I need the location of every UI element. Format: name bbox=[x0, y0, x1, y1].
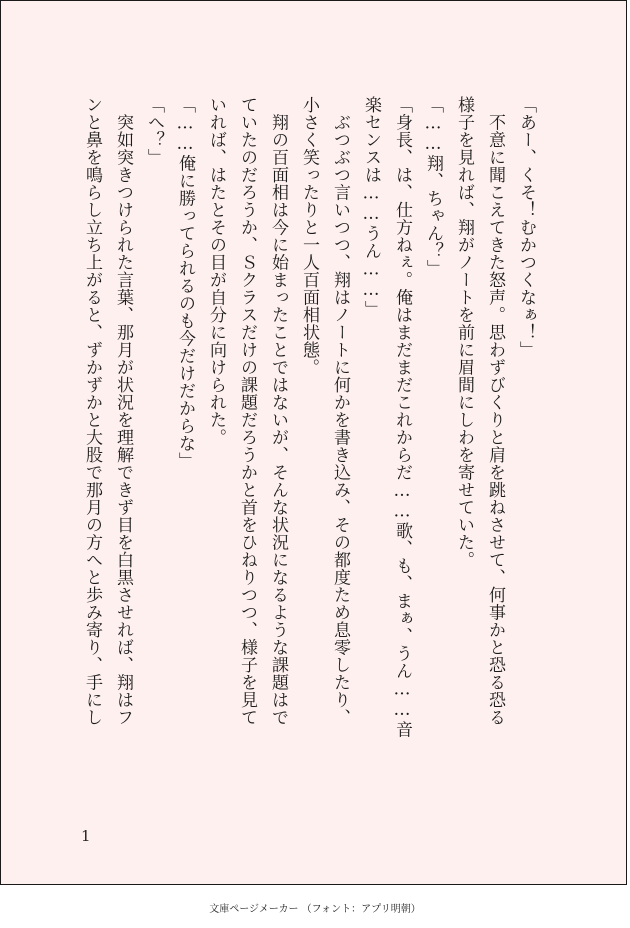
text-line: 楽センスは……うん……」 bbox=[361, 96, 381, 318]
text-line: いれば、はたとその目が自分に向けられた。 bbox=[206, 96, 226, 446]
text-line: 「へ？」 bbox=[144, 96, 164, 166]
text-line: 「身長、は、仕方ねぇ。俺はまだまだこれからだ……歌、も、まぁ、うん……音 bbox=[392, 96, 412, 738]
footer-credit: 文庫ページメーカー （フォント：アプリ明朝） bbox=[209, 904, 421, 915]
text-line: 翔の百面相は今に始まったことではないが、そんな状況になるような課題はで bbox=[268, 96, 288, 726]
text-line: 突如突きつけられた言葉、那月が状況を理解できず目を白黒させれば、翔はフ bbox=[113, 96, 133, 726]
body-text bbox=[81, 96, 541, 776]
text-line: ていたのだろうか、Ｓクラスだけの課題だろうかと首をひねりつつ、様子を見て bbox=[237, 96, 257, 726]
text-line: 「……俺に勝ってられるのも今だけだからな」 bbox=[175, 96, 195, 470]
text-line: 「……翔、ちゃん？」 bbox=[423, 96, 443, 277]
text-line: ンと鼻を鳴らし立ち上がると、ずかずかと大股で那月の方へと歩み寄り、手にし bbox=[82, 96, 102, 726]
text-line: 「あー、くそ！むかつくなぁ！」 bbox=[516, 96, 536, 359]
text-line: 不意に聞こえてきた怒声。思わずびくりと肩を跳ねさせて、何事かと恐る恐る bbox=[485, 96, 505, 726]
text-line: ぶつぶつ言いつつ、翔はノートに何かを書き込み、その都度ため息零したり、 bbox=[330, 96, 350, 726]
text-line: 小さく笑ったりと一人百面相状態。 bbox=[299, 96, 319, 376]
text-line: 様子を見れば、翔がノートを前に眉間にしわを寄せていた。 bbox=[454, 96, 474, 569]
page-number: 1 bbox=[81, 827, 91, 845]
